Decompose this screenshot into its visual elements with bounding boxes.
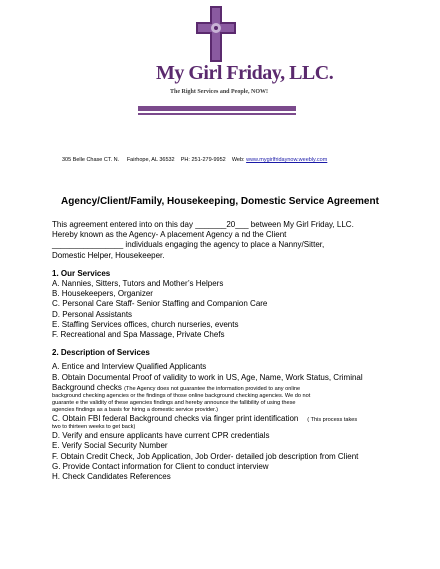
list-item: B. Housekeepers, Organizer xyxy=(52,289,153,299)
disclaimer-note: agencies findings as a basis for hiring a domestic service provider.) xyxy=(52,407,219,414)
phone: PH: 251-279-9952 xyxy=(180,157,226,163)
list-item: E. Verify Social Security Number xyxy=(52,441,168,451)
list-item: C. Personal Care Staff- Senior Staffing and Companion Care xyxy=(52,299,268,309)
list-item: E. Staffing Services offices, church nurseries, events xyxy=(52,319,239,329)
list-item: B. Obtain Documental Proof of validity to work in US, Age, Name, Work Status, Criminal xyxy=(52,372,363,382)
list-item: D. Personal Assistants xyxy=(52,309,133,319)
divider-bar-thin xyxy=(138,113,296,115)
contact-line xyxy=(62,157,392,163)
document-body xyxy=(52,220,392,482)
intro-line: Hereby known as the Agency- A placement Agency a nd the Client xyxy=(52,230,287,240)
process-note: two to thirteen weeks to get back) xyxy=(52,424,136,431)
intro-line: ________________ individuals engaging the agency to place a Nanny/Sitter, xyxy=(52,240,325,250)
company-logo xyxy=(150,6,334,116)
list-item-text: Background checks xyxy=(52,382,122,392)
cross-logo-icon xyxy=(196,6,236,62)
list-item: D. Verify and ensure applicants have current CPR credentials xyxy=(52,431,270,441)
list-item-text: C. Obtain FBI federal Background checks via finger print identification xyxy=(52,414,299,424)
list-item: A. Entice and Interview Qualified Applicants xyxy=(52,362,207,372)
list-item xyxy=(52,383,392,393)
disclaimer-note: background checking agencies or the findings of those online background checking agencies. We do not xyxy=(52,393,311,400)
section-heading-services: 1. Our Services xyxy=(52,268,111,278)
intro-line: Domestic Helper, Housekeeper. xyxy=(52,250,165,260)
list-item: F. Recreational and Spa Massage, Private Chefs xyxy=(52,330,225,340)
list-item: F. Obtain Credit Check, Job Application, Job Order- detailed job description from Client xyxy=(52,451,359,461)
process-note: ( This process takes xyxy=(307,417,358,424)
divider-bar-thick xyxy=(138,106,296,111)
document-title: Agency/Client/Family, Housekeeping, Domestic Service Agreement xyxy=(61,196,379,207)
web-label: Web: xyxy=(231,157,245,163)
company-tagline: The Right Services and People, NOW! xyxy=(170,89,268,95)
company-name: My Girl Friday, LLC. xyxy=(156,62,334,84)
list-item: G. Provide Contact information for Client to conduct interview xyxy=(52,461,269,471)
disclaimer-note: (The Agency does not guarantee the information provided to any online xyxy=(124,385,301,392)
list-item: H. Check Candidates References xyxy=(52,472,171,482)
city: Fairhope, AL 36532 xyxy=(126,157,175,163)
address: 305 Belle Chase CT. N. xyxy=(62,157,120,163)
disclaimer-note: guarante e the validity of these agencies findings and hereby announce the fallibility of using these xyxy=(52,400,296,407)
website-link[interactable]: www.mygirlfridaynow.weebly.com xyxy=(246,157,328,163)
intro-line: This agreement entered into on this day _______20___ between My Girl Friday, LLC. xyxy=(52,220,354,229)
list-item: A. Nannies, Sitters, Tutors and Mother’s Helpers xyxy=(52,279,224,289)
list-item xyxy=(52,414,392,424)
section-heading-description: 2. Description of Services xyxy=(52,348,150,358)
